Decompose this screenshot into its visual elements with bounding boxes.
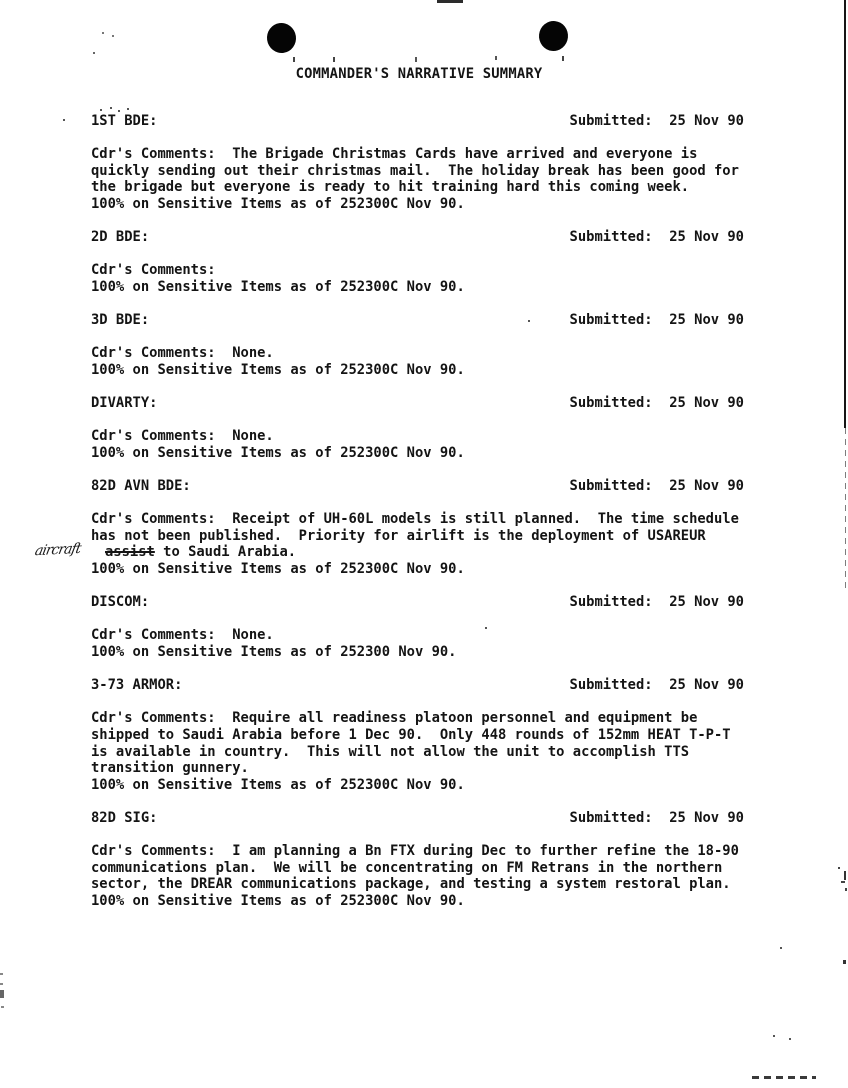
scan-speck bbox=[93, 52, 95, 54]
section-body bbox=[91, 627, 744, 660]
scan-speck bbox=[773, 1035, 775, 1037]
line-text: to Saudi Arabia. bbox=[154, 544, 297, 561]
section-header bbox=[91, 677, 744, 694]
comment-line: Cdr's Comments: None. bbox=[91, 428, 274, 445]
comment-line: has not been published. Priority for airlift is the deployment of USAREUR bbox=[91, 527, 706, 544]
unit-name: 82D AVN BDE: bbox=[91, 478, 191, 495]
submitted-date: 25 Nov 90 bbox=[669, 113, 744, 129]
scan-speck bbox=[528, 320, 530, 322]
scan-speck bbox=[844, 871, 846, 880]
comment-line: Cdr's Comments: Require all readiness platoon personnel and equipment be bbox=[91, 710, 698, 727]
hole-punch-left bbox=[265, 21, 298, 55]
unit-name: 3D BDE: bbox=[91, 312, 150, 329]
scan-speck bbox=[838, 867, 840, 869]
submitted-field bbox=[570, 810, 744, 827]
scan-speck bbox=[293, 57, 295, 62]
comment-line: is available in country. This will not allow the unit to accomplish TTS bbox=[91, 743, 690, 760]
scan-edge-line-faint bbox=[845, 428, 846, 593]
struck-word: assist bbox=[105, 544, 155, 561]
submitted-date: 25 Nov 90 bbox=[669, 677, 744, 694]
report-section bbox=[91, 677, 744, 793]
submitted-label: Submitted: bbox=[569, 113, 653, 129]
comment-line: Cdr's Comments: The Brigade Christmas Cards have arrived and everyone is bbox=[91, 146, 698, 163]
sections-container bbox=[33, 113, 744, 926]
comment-line: 100% on Sensitive Items as of 252300C Nov 90. bbox=[91, 444, 465, 461]
unit-name: 3-73 ARMOR: bbox=[91, 677, 183, 694]
comment-line: 100% on Sensitive Items as of 252300C Nov 90. bbox=[91, 776, 465, 793]
submitted-label: Submitted: bbox=[569, 594, 653, 611]
scan-speck bbox=[100, 109, 102, 111]
submitted-date: 25 Nov 90 bbox=[669, 395, 744, 412]
submitted-field bbox=[570, 312, 744, 329]
scan-speck bbox=[110, 107, 112, 109]
comment-line: quickly sending out their christmas mail. The holiday break has been good for bbox=[91, 162, 739, 179]
submitted-field bbox=[570, 395, 744, 412]
report-section bbox=[91, 312, 744, 378]
scan-speck bbox=[127, 108, 129, 110]
comment-line: transition gunnery. bbox=[91, 760, 249, 777]
report-section bbox=[33, 478, 744, 578]
scan-speck bbox=[415, 57, 417, 62]
comment-line: 100% on Sensitive Items as of 252300C Nov 90. bbox=[91, 892, 465, 909]
scan-speck bbox=[845, 888, 847, 891]
comment-line: 100% on Sensitive Items as of 252300C Nov 90. bbox=[91, 278, 465, 295]
submitted-field bbox=[570, 594, 744, 611]
comment-line: shipped to Saudi Arabia before 1 Dec 90. Only 448 rounds of 152mm HEAT T-P-T bbox=[91, 726, 731, 743]
scan-speck bbox=[0, 990, 4, 998]
comment-line: 100% on Sensitive Items as of 252300C Nov 90. bbox=[91, 195, 465, 212]
scan-speck bbox=[485, 627, 487, 629]
section-header bbox=[91, 229, 744, 246]
submitted-date: 25 Nov 90 bbox=[669, 312, 744, 329]
scan-edge-line bbox=[844, 0, 846, 428]
comment-line: 100% on Sensitive Items as of 252300C Nov 90. bbox=[91, 361, 465, 378]
scan-smudge-bottom bbox=[752, 1076, 816, 1079]
scan-speck bbox=[0, 983, 3, 985]
section-body bbox=[33, 511, 744, 578]
hole-punch-right bbox=[538, 20, 570, 53]
submitted-field bbox=[570, 229, 744, 246]
scan-speck bbox=[0, 973, 3, 975]
unit-name: 1ST BDE: bbox=[91, 113, 158, 129]
report-section bbox=[91, 113, 744, 213]
section-body bbox=[91, 843, 744, 909]
scan-speck bbox=[112, 35, 114, 37]
comment-line: sector, the DREAR communications package, and testing a system restoral plan. bbox=[91, 876, 731, 893]
unit-name: DISCOM: bbox=[91, 594, 150, 611]
submitted-label: Submitted: bbox=[569, 478, 653, 495]
submitted-label: Submitted: bbox=[569, 677, 653, 694]
submitted-label: Submitted: bbox=[569, 395, 653, 412]
section-header bbox=[91, 594, 744, 611]
submitted-label: Submitted: bbox=[569, 229, 653, 246]
scan-speck bbox=[118, 110, 120, 112]
submitted-date: 25 Nov 90 bbox=[669, 478, 744, 495]
section-header bbox=[91, 312, 744, 329]
section-body bbox=[91, 428, 744, 461]
unit-name: 2D BDE: bbox=[91, 229, 150, 246]
comment-line: Cdr's Comments: None. bbox=[91, 345, 274, 362]
submitted-date: 25 Nov 90 bbox=[669, 229, 744, 246]
scan-speck bbox=[63, 119, 65, 121]
comment-line: Cdr's Comments: Receipt of UH-60L models is still planned. The time schedule bbox=[91, 511, 739, 528]
report-section bbox=[91, 395, 744, 461]
section-body bbox=[91, 146, 744, 212]
handwritten-annotation: aircraft bbox=[33, 541, 82, 560]
comment-line: 100% on Sensitive Items as of 252300C Nov 90. bbox=[91, 561, 465, 578]
comment-line: Cdr's Comments: bbox=[91, 262, 216, 279]
scan-speck bbox=[841, 881, 845, 883]
page-title: COMMANDER'S NARRATIVE SUMMARY bbox=[295, 66, 543, 82]
scan-speck bbox=[102, 32, 104, 34]
section-header bbox=[91, 478, 744, 495]
section-header bbox=[91, 113, 744, 130]
submitted-date: 25 Nov 90 bbox=[669, 809, 744, 826]
report-section bbox=[91, 229, 744, 295]
submitted-label: Submitted: bbox=[569, 312, 653, 329]
unit-name: 82D SIG: bbox=[91, 809, 158, 826]
scan-speck bbox=[495, 56, 497, 60]
comment-line: communications plan. We will be concentrating on FM Retrans in the northern bbox=[91, 859, 723, 876]
report-section bbox=[91, 810, 744, 910]
scan-speck bbox=[1, 1006, 4, 1008]
submitted-label: Submitted: bbox=[569, 809, 653, 826]
scan-speck bbox=[333, 57, 335, 62]
comment-line: the brigade but everyone is ready to hit training hard this coming week. bbox=[91, 179, 690, 196]
submitted-date: 25 Nov 90 bbox=[669, 594, 744, 611]
submitted-field bbox=[570, 113, 744, 130]
scan-speck bbox=[789, 1038, 791, 1040]
scan-speck bbox=[780, 947, 782, 949]
comment-line: Cdr's Comments: I am planning a Bn FTX during Dec to further refine the 18-90 bbox=[91, 843, 739, 860]
section-body bbox=[91, 262, 744, 295]
section-body bbox=[91, 345, 744, 378]
comment-line bbox=[33, 541, 744, 561]
section-header bbox=[91, 395, 744, 412]
comment-line: 100% on Sensitive Items as of 252300 Nov 90. bbox=[91, 644, 457, 660]
scan-smudge-top bbox=[437, 0, 463, 3]
unit-name: DIVARTY: bbox=[91, 395, 158, 412]
section-body bbox=[91, 710, 744, 793]
scan-speck bbox=[562, 56, 564, 61]
scan-speck bbox=[843, 960, 846, 964]
submitted-field bbox=[570, 677, 744, 694]
submitted-field bbox=[570, 478, 744, 495]
report-section bbox=[91, 594, 744, 660]
section-header bbox=[91, 810, 744, 827]
comment-line: Cdr's Comments: None. bbox=[91, 627, 274, 644]
